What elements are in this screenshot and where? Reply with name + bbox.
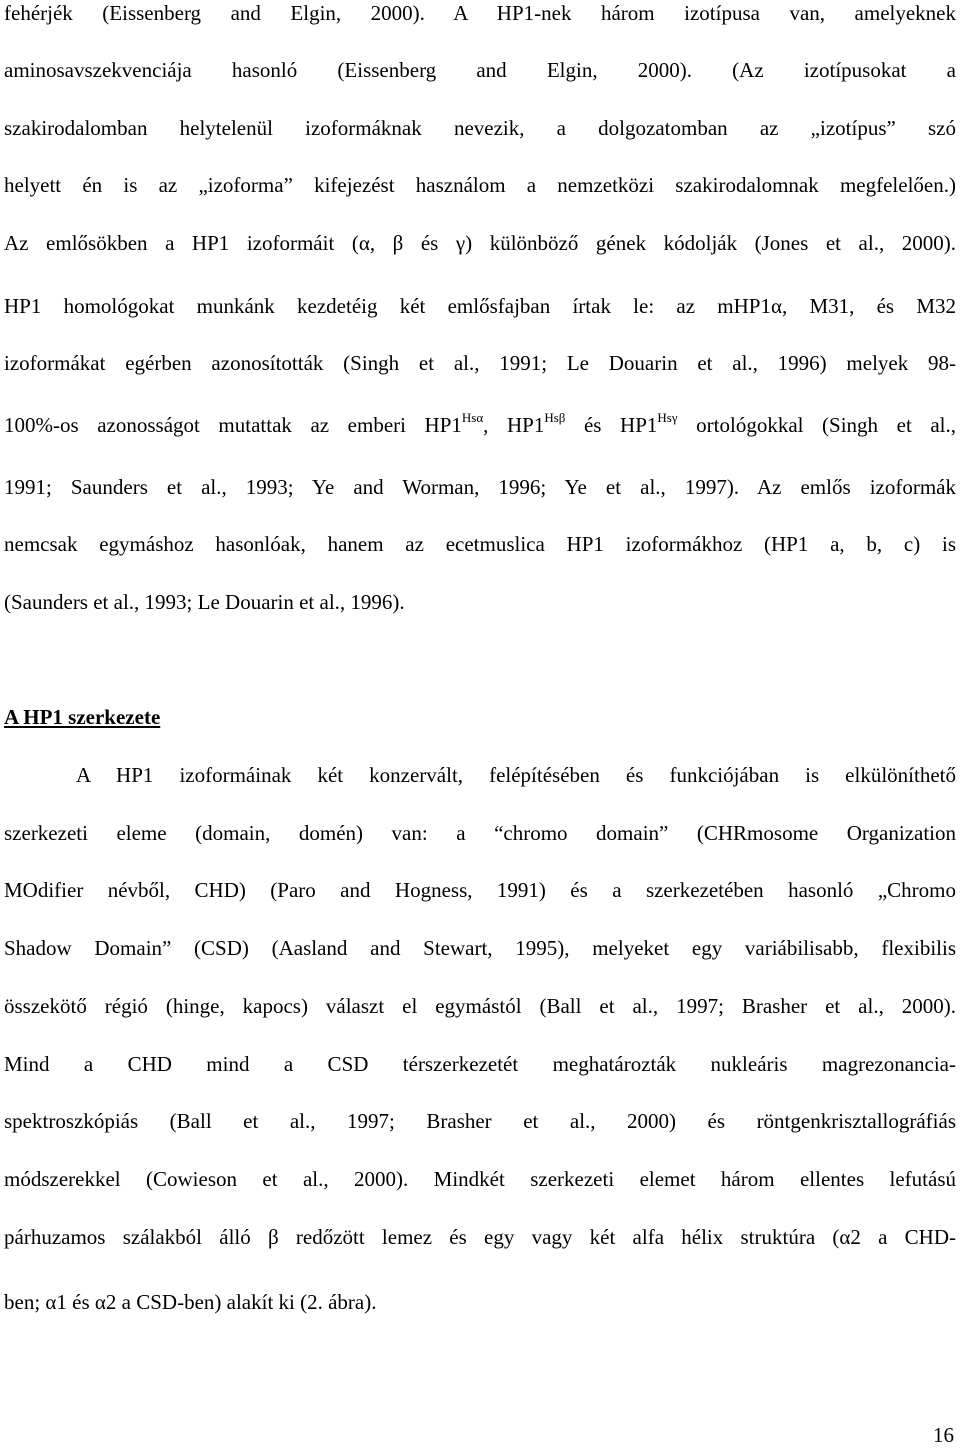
paragraph-line: fehérjék (Eissenberg and Elgin, 2000). A HP1-nek három izotípusa van, amelyeknek bbox=[4, 1, 956, 25]
paragraph-line: szakirodalomban helytelenül izoformáknak nevezik, a dolgozatomban az „izotípus” szó bbox=[4, 116, 956, 140]
paragraph-line: szerkezeti eleme (domain, domén) van: a “chromo domain” (CHRmosome Organization bbox=[4, 821, 956, 845]
text-run: ortológokkal (Singh et al., bbox=[677, 413, 956, 437]
paragraph-last-line: (Saunders et al., 1993; Le Douarin et al., 1996). bbox=[4, 590, 405, 614]
paragraph-line: nemcsak egymáshoz hasonlóak, hanem az ecetmuslica HP1 izoformákhoz (HP1 a, b, c) is bbox=[4, 532, 956, 556]
superscript: Hsβ bbox=[544, 410, 566, 425]
paragraph-line: 1991; Saunders et al., 1993; Ye and Worman, 1996; Ye et al., 1997). Az emlős izoformák bbox=[4, 475, 956, 499]
paragraph-last-line: ben; α1 és α2 a CSD-ben) alakít ki (2. ábra). bbox=[4, 1290, 377, 1314]
paragraph-line: helyett én is az „izoforma” kifejezést használom a nemzetközi szakirodalomnak megfelelően.) bbox=[4, 173, 956, 197]
paragraph-line: spektroszkópiás (Ball et al., 1997; Brasher et al., 2000) és röntgenkrisztallográfiás bbox=[4, 1109, 956, 1133]
section-heading: A HP1 szerkezete bbox=[4, 705, 161, 729]
paragraph-line: módszerekkel (Cowieson et al., 2000). Mindkét szerkezeti elemet három ellentes lefutású bbox=[4, 1167, 956, 1191]
paragraph-first-line: A HP1 izoformáinak két konzervált, felépítésében és funkciójában is elkülöníthető bbox=[76, 763, 956, 787]
paragraph-line: Az emlősökben a HP1 izoformáit (α, β és γ) különböző gének kódolják (Jones et al., 2000). bbox=[4, 231, 956, 255]
text-run: és HP1 bbox=[565, 413, 658, 437]
paragraph-line: Mind a CHD mind a CSD térszerkezetét meghatározták nukleáris magrezonancia- bbox=[4, 1052, 956, 1076]
paragraph-line: Shadow Domain” (CSD) (Aasland and Stewart, 1995), melyeket egy variábilisabb, flexibilis bbox=[4, 936, 956, 960]
superscript: Hsα bbox=[461, 410, 484, 425]
paragraph-line: összekötő régió (hinge, kapocs) választ el egymástól (Ball et al., 1997; Brasher et al., 2000). bbox=[4, 994, 956, 1018]
paragraph-line: HP1 homológokat munkánk kezdetéig két emlősfajban írtak le: az mHP1α, M31, és M32 bbox=[4, 294, 956, 318]
text-run: 100%-os azonosságot mutattak az emberi HP1 bbox=[4, 413, 462, 437]
paragraph-line: aminosavszekvenciája hasonló (Eissenberg and Elgin, 2000). (Az izotípusokat a bbox=[4, 58, 956, 82]
paragraph-line: MOdifier névből, CHD) (Paro and Hogness, 1991) és a szerkezetében hasonló „Chromo bbox=[4, 878, 956, 902]
paragraph-line-superscripts bbox=[4, 412, 956, 438]
paragraph-line: izoformákat egérben azonosították (Singh et al., 1991; Le Douarin et al., 1996) melyek 98- bbox=[4, 351, 956, 375]
superscript: Hsγ bbox=[657, 410, 678, 425]
page-number: 16 bbox=[933, 1423, 954, 1447]
paragraph-line: párhuzamos szálakból álló β redőzött lemez és egy vagy két alfa hélix struktúra (α2 a CHD- bbox=[4, 1225, 956, 1249]
text-run: , HP1 bbox=[483, 413, 545, 437]
